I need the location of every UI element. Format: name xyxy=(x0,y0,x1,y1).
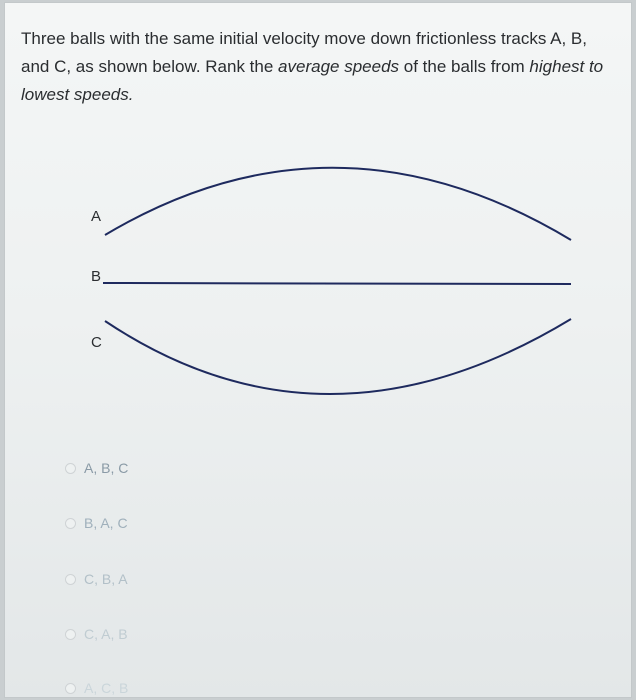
radio-button-icon[interactable] xyxy=(65,683,76,694)
track-a xyxy=(105,168,571,240)
answer-option-label: C, A, B xyxy=(84,626,128,642)
answer-option-2[interactable] xyxy=(65,512,128,534)
track-b xyxy=(103,283,571,284)
answer-option-1[interactable] xyxy=(65,457,128,479)
question-emphasis-highest-to-lowest: highest to lowest speeds. xyxy=(21,57,604,104)
answer-option-label: C, B, A xyxy=(84,571,128,587)
radio-button-icon[interactable] xyxy=(65,463,76,474)
question-card xyxy=(4,2,632,698)
answer-option-label: A, C, B xyxy=(84,680,129,696)
track-c xyxy=(105,319,571,394)
answer-option-label: A, B, C xyxy=(84,460,129,476)
track-label-a: A xyxy=(91,208,102,225)
answer-option-label: B, A, C xyxy=(84,515,128,531)
question-emphasis-average-speeds: average speeds xyxy=(278,57,400,76)
radio-button-icon[interactable] xyxy=(65,518,76,529)
radio-button-icon[interactable] xyxy=(65,574,76,585)
tracks-figure xyxy=(5,3,633,699)
track-label-c: C xyxy=(91,334,102,351)
answer-option-5[interactable] xyxy=(65,677,128,699)
answer-option-4[interactable] xyxy=(65,623,128,645)
question-text-part2: of the balls from xyxy=(399,57,530,76)
radio-button-icon[interactable] xyxy=(65,629,76,640)
answer-option-3[interactable] xyxy=(65,568,128,590)
question-text-part1: Three balls with the same initial velocity move down frictionless tracks A, B, and C, as shown below. Rank the xyxy=(21,29,587,76)
track-label-b: B xyxy=(91,268,102,285)
